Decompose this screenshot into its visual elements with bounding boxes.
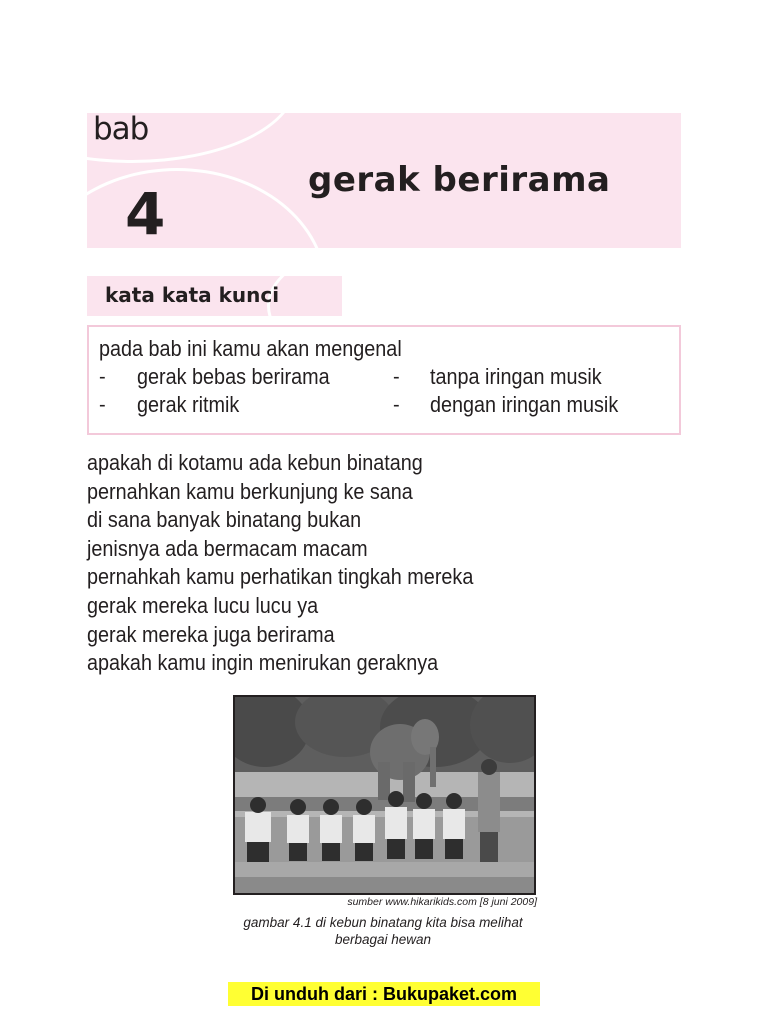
list-bullet: - — [99, 366, 106, 388]
photo-caption — [233, 914, 533, 948]
keyword-item: gerak ritmik — [137, 392, 240, 417]
download-source-note: Di unduh dari : Bukupaket.com — [228, 982, 540, 1006]
body-line: pernahkan kamu berkunjung ke sana — [87, 478, 413, 504]
body-paragraph — [87, 449, 647, 678]
keyword-item: tanpa iringan musik — [430, 364, 602, 389]
body-line: apakah di kotamu ada kebun binatang — [87, 450, 423, 475]
chapter-number: 4 — [125, 180, 166, 248]
keywords-heading: kata kata kunci — [105, 283, 280, 307]
body-line: pernahkah kamu perhatikan tingkah mereka — [87, 564, 474, 590]
zoo-photo — [233, 695, 536, 895]
list-bullet: - — [393, 366, 400, 388]
keyword-item: gerak bebas berirama — [137, 364, 330, 389]
zoo-photo-illustration — [235, 697, 534, 893]
body-line: jenisnya ada bermacam macam — [87, 535, 368, 561]
chapter-label: bab — [93, 111, 149, 147]
decorative-arc — [87, 168, 327, 248]
body-line: apakah kamu ingin menirukan geraknya — [87, 650, 439, 676]
photo-source: sumber www.hikarikids.com [8 juni 2009] — [347, 896, 537, 908]
body-line: gerak mereka lucu lucu ya — [87, 592, 319, 618]
caption-line: berbagai hewan — [334, 932, 432, 947]
chapter-title: gerak berirama — [308, 160, 611, 200]
list-bullet: - — [393, 394, 400, 416]
body-line: di sana banyak binatang bukan — [87, 507, 362, 533]
body-line: gerak mereka juga berirama — [87, 621, 335, 647]
list-bullet: - — [99, 394, 106, 416]
keyword-item: dengan iringan musik — [430, 392, 619, 417]
keyword-intro: pada bab ini kamu akan mengenal — [99, 336, 402, 361]
caption-line: gambar 4.1 di kebun binatang kita bisa melihat — [243, 915, 523, 930]
